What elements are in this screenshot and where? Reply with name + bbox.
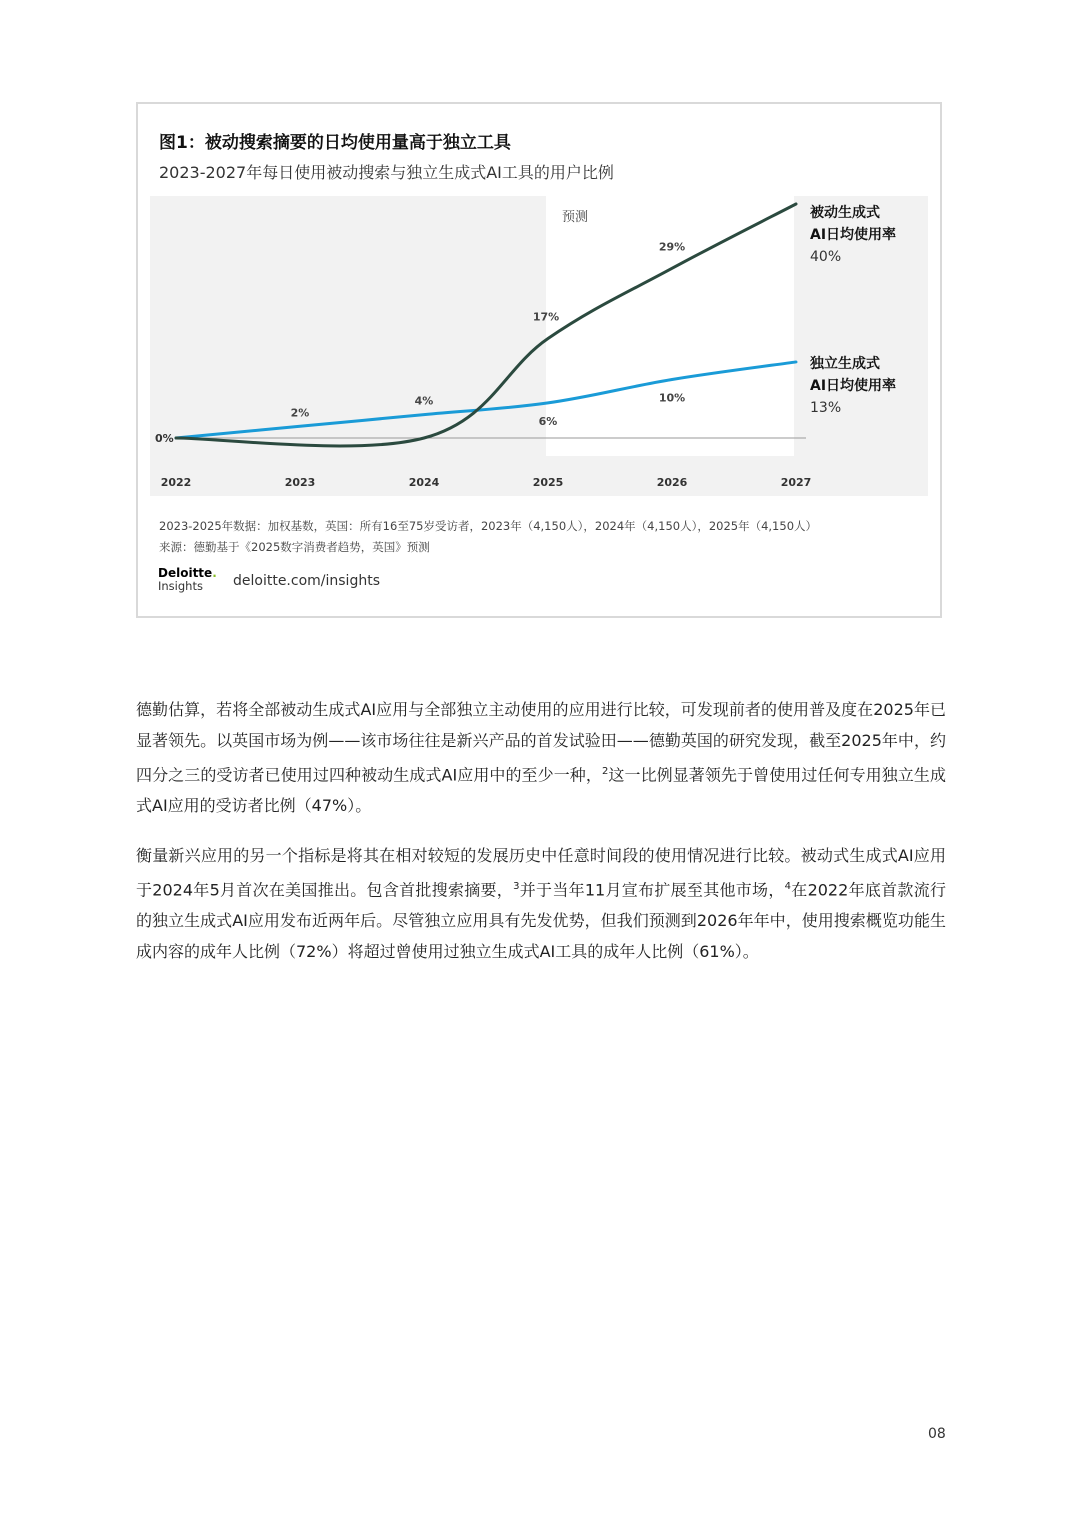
- figure-title: 图1：被动搜索摘要的日均使用量高于独立工具: [159, 133, 511, 153]
- legend-passive-line1: 被动生成式: [810, 205, 880, 221]
- note-source: 来源：德勤基于《2025数字消费者趋势，英国》预测: [159, 540, 430, 554]
- page-number: 08: [928, 1426, 946, 1442]
- paragraph-2: [136, 840, 946, 967]
- footnote-ref-4[interactable]: 4: [784, 881, 791, 892]
- paragraph-1: [136, 694, 946, 821]
- deloitte-insights-logo: [158, 567, 217, 593]
- legend-passive-value: 40%: [810, 249, 842, 265]
- x-tick-2023: 2023: [284, 476, 316, 489]
- logo-insights: Insights: [158, 579, 203, 593]
- x-tick-2026: 2026: [656, 476, 688, 489]
- data-label-passive-2025: 17%: [532, 310, 560, 324]
- forecast-region: [546, 196, 794, 456]
- logo-wordmark-text: Deloitte: [158, 566, 213, 580]
- legend-passive-line2: AI日均使用率: [810, 227, 897, 243]
- x-tick-2022: 2022: [160, 476, 192, 489]
- footnote-ref-3[interactable]: 3: [513, 881, 520, 892]
- x-tick-2024: 2024: [408, 476, 440, 489]
- data-label-passive-2026: 29%: [658, 240, 686, 254]
- data-label-standalone-2025: 6%: [538, 414, 558, 428]
- legend-standalone-value: 13%: [810, 400, 842, 416]
- figure-subtitle: 2023-2027年每日使用被动搜索与独立生成式AI工具的用户比例: [159, 163, 614, 182]
- data-label-standalone-2026: 10%: [658, 391, 686, 405]
- baseline-label: 0%: [155, 432, 174, 445]
- paragraph-1-text-a: 德勤估算，若将全部被动生成式AI应用与全部独立主动使用的应用进行比较，可发现前者的使用普及度在2025年已显著领先。以英国市场为例——该市场往往是新兴产品的首发试验田——德勤英国的研究发现，截至2025年中，约四分之三的受访者已使用过四种被动生成式AI应用中的至少一种，: [136, 700, 946, 785]
- logo-dot: .: [212, 566, 217, 580]
- x-tick-2025: 2025: [532, 476, 564, 489]
- forecast-label: 预测: [562, 210, 589, 225]
- legend-standalone-line1: 独立生成式: [810, 356, 880, 372]
- footnote-ref-2[interactable]: 2: [601, 766, 609, 777]
- site-link[interactable]: deloitte.com/insights: [233, 573, 380, 589]
- x-tick-2027: 2027: [780, 476, 812, 489]
- line-chart: [150, 196, 928, 496]
- data-label-standalone-2023: 2%: [290, 406, 310, 420]
- figure-notes: [159, 516, 817, 558]
- paragraph-2-text-b: 并于当年11月宣布扩展至其他市场，: [519, 880, 785, 900]
- legend-standalone-line2: AI日均使用率: [810, 378, 897, 394]
- paragraph-2-text-c: 在2022年底首款流行的独立生成式AI应用发布近两年后。尽管独立应用具有先发优势，但我们预测到2026年年中，使用搜索概览功能生成内容的成年人比例（72%）将超过曾使用过独立生成式AI工具的成年人比例（61%）。: [136, 880, 946, 962]
- note-base: 2023-2025年数据：加权基数，英国：所有16至75岁受访者，2023年（4,150人），2024年（4,150人），2025年（4,150人）: [159, 519, 818, 533]
- paragraph-2-text-a: 衡量新兴应用的另一个指标是将其在相对较短的发展历史中任意时间段的使用情况进行比较。被动式生成式AI应用于2024年5月首次在美国推出。包含首批搜索摘要，: [136, 846, 946, 900]
- figure-panel: [136, 102, 942, 618]
- paragraph-1-text-b: 这一比例显著领先于曾使用过任何专用独立生成式AI应用的受访者比例（47%）。: [136, 765, 946, 816]
- data-label-standalone-2024: 4%: [414, 394, 434, 408]
